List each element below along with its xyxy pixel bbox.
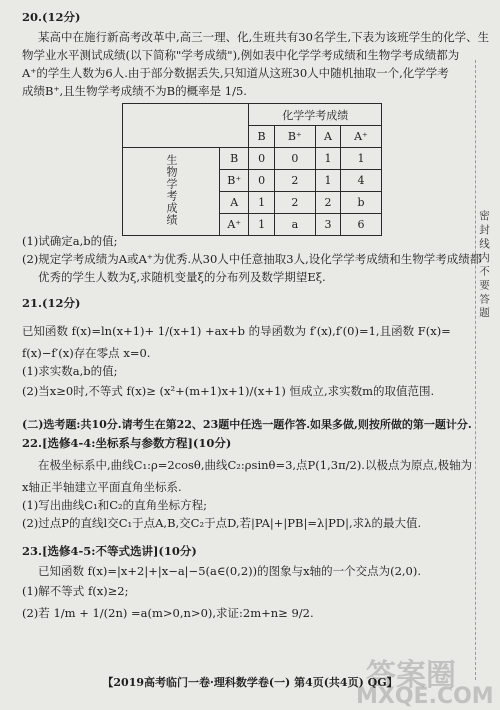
q20-line2: 物学业水平测试成绩(以下简称"学考成绩"),例如表中化学学考成绩和生物学考成绩都为 xyxy=(22,48,460,62)
q23-part1: (1)解不等式 f(x)≥2; xyxy=(22,584,129,598)
table-cell: a xyxy=(274,214,315,236)
q21-part1: (1)求实数a,b的值; xyxy=(22,364,118,378)
table-cell: 3 xyxy=(316,214,341,236)
table-cell: 1 xyxy=(316,170,341,192)
q22-part2: (2)过点P的直线l交C₁于点A,B,交C₂于点D,若|PA|+|PB|=λ|PD|,求λ的最大值. xyxy=(22,516,422,530)
table-cell: 2 xyxy=(316,192,341,214)
q20-part2b: 优秀的学生人数为ξ,求随机变量ξ的分布列及数学期望Eξ. xyxy=(38,270,326,284)
col-header: A xyxy=(316,126,341,148)
q21-header: 21.(12分) xyxy=(22,296,81,310)
q22-line1: 在极坐标系中,曲线C₁:ρ=2cosθ,曲线C₂:ρsinθ=3,点P(1,3π/2).以极点为原点,极轴为 xyxy=(38,458,473,472)
q20-line4: 成绩B⁺,且生物学考成绩不为B的概率是 1/5. xyxy=(22,84,247,98)
grade-table xyxy=(122,103,382,236)
table-cell: 2 xyxy=(274,192,315,214)
col-header: B xyxy=(249,126,274,148)
table-cell: 4 xyxy=(340,170,381,192)
table-corner xyxy=(123,104,249,148)
q20-line1: 某高中在施行新高考改革中,高三一理、化,生班共有30名学生,下表为该班学生的化学、生 xyxy=(38,30,490,44)
row-label: A xyxy=(220,192,249,214)
table-cell: 1 xyxy=(249,214,274,236)
row-label: B⁺ xyxy=(220,170,249,192)
table-title: 化学学考成绩 xyxy=(249,104,382,126)
q22-line2: x轴正半轴建立平面直角坐标系. xyxy=(22,480,182,494)
row-header-cell xyxy=(123,148,220,236)
binding-notice: 密 封 线 内 不 要 答 题 xyxy=(478,210,490,318)
watermark-url: MXQE.COM xyxy=(356,684,494,709)
q21-line2: f(x)−f′(x)存在零点 x=0. xyxy=(22,346,151,360)
q22-part1: (1)写出曲线C₁和C₂的直角坐标方程; xyxy=(22,498,207,512)
table-cell: 0 xyxy=(274,148,315,170)
q23-part2: (2)若 1/m + 1/(2n) =a(m>0,n>0),求证:2m+n≥ 9/2. xyxy=(22,606,314,620)
table-cell: 2 xyxy=(274,170,315,192)
table-cell: 1 xyxy=(340,148,381,170)
table-cell: 1 xyxy=(249,192,274,214)
binding-line xyxy=(475,60,476,680)
q20-header: 20.(12分) xyxy=(22,10,81,24)
q23-header: 23.[选修4-5:不等式选讲](10分) xyxy=(22,544,197,558)
row-header: 生物学考成绩 xyxy=(165,154,178,226)
q21-part2: (2)当x≥0时,不等式 f(x)≥ (x²+(m+1)x+1)/(x+1) 恒成立,求实数m的取值范围. xyxy=(22,384,435,398)
q20-part1: (1)试确定a,b的值; xyxy=(22,234,118,248)
col-header: B⁺ xyxy=(274,126,315,148)
page-footer: 【2019高考临门一卷·理科数学卷(一) 第4页(共4页) QG】 xyxy=(102,676,398,689)
q20-line3: A⁺的学生人数为6人.由于部分数据丢失,只知道从这班30人中随机抽取一个,化学学考 xyxy=(22,66,449,80)
table-cell: 0 xyxy=(249,148,274,170)
row-label: A⁺ xyxy=(220,214,249,236)
table-cell: b xyxy=(340,192,381,214)
table-cell: 0 xyxy=(249,170,274,192)
q23-line1: 已知函数 f(x)=|x+2|+|x−a|−5(a∈(0,2))的图象与x轴的一个交点为(2,0). xyxy=(38,564,422,578)
elective-intro: (二)选考题:共10分.请考生在第22、23题中任选一题作答.如果多做,则按所做的第一题计分. xyxy=(22,418,472,431)
watermark-logo: 答案圈 xyxy=(366,658,456,693)
table-cell: 6 xyxy=(340,214,381,236)
q20-part2a: (2)规定学考成绩为A或A⁺为优秀.从30人中任意抽取3人,设化学学考成绩和生物学考成绩都 xyxy=(22,252,482,266)
row-label: B xyxy=(220,148,249,170)
table-cell: 1 xyxy=(316,148,341,170)
q21-line1: 已知函数 f(x)=ln(x+1)+ 1/(x+1) +ax+b 的导函数为 f′(x),f′(0)=1,且函数 F(x)= xyxy=(22,324,451,338)
col-header: A⁺ xyxy=(340,126,381,148)
q22-header: 22.[选修4-4:坐标系与参数方程](10分) xyxy=(22,436,232,450)
